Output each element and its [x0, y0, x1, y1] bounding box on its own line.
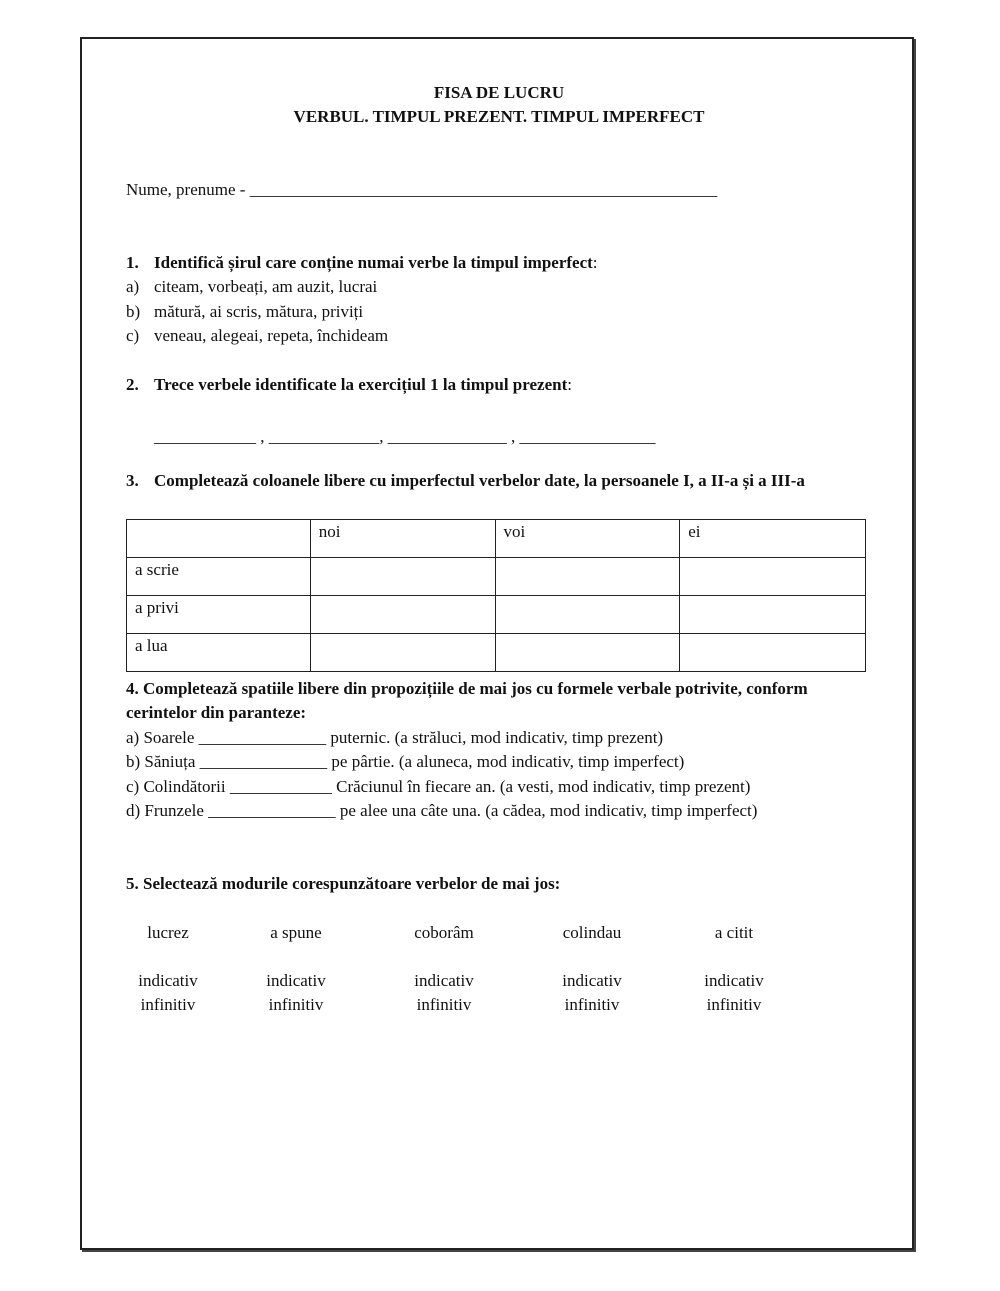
answer-cell[interactable]	[310, 596, 495, 634]
answer-cell[interactable]	[495, 596, 680, 634]
answer-cell[interactable]	[680, 634, 866, 672]
ex4-sentence-c[interactable]: c) Colindătorii ____________ Crăciunul în fiecare an. (a vesti, mod indicativ, timp prezent)	[126, 777, 751, 796]
ex4-sentence-a[interactable]: a) Soarele _______________ puternic. (a străluci, mod indicativ, timp prezent)	[126, 728, 664, 747]
mode-option-infinitiv[interactable]: infinitiv	[706, 995, 762, 1014]
table-header-cell: ei	[680, 520, 866, 558]
table-row	[127, 558, 866, 596]
mode-option-indicativ[interactable]: indicativ	[562, 971, 622, 990]
answer-cell[interactable]	[495, 558, 680, 596]
ex1-prompt: 1. Identifică șirul care conține numai verbe la timpul imperfect:	[126, 253, 598, 272]
ex2-prompt: 2. Trece verbele identificate la exercițiul 1 la timpul prezent:	[126, 375, 572, 394]
ex4-prompt-line1: 4. Completează spatiile libere din propozițiile de mai jos cu formele verbale potrivite, conform	[126, 679, 808, 698]
verb-label: lucrez	[147, 923, 189, 942]
mode-option-infinitiv[interactable]: infinitiv	[564, 995, 620, 1014]
ex1-option-a[interactable]: a) citeam, vorbeați, am auzit, lucrai	[126, 277, 378, 296]
verb-label: colindau	[562, 923, 622, 942]
ex5-prompt: 5. Selectează modurile corespunzătoare verbelor de mai jos:	[126, 874, 561, 893]
table-row	[127, 634, 866, 672]
verb-column	[384, 921, 504, 1017]
mode-option-infinitiv[interactable]: infinitiv	[140, 995, 196, 1014]
ex2-prompt-text: Trece verbele identificate la exercițiul 1 la timpul prezent	[154, 375, 568, 394]
name-label: Nume, prenume -	[126, 180, 250, 199]
ex1-option-c[interactable]: c) veneau, alegeai, repeta, închideam	[126, 326, 389, 345]
mode-option-indicativ[interactable]: indicativ	[138, 971, 198, 990]
ex1-option-b[interactable]: b) mătură, ai scris, mătura, priviți	[126, 302, 364, 321]
ex4-sentence-b[interactable]: b) Săniuța _______________ pe pârtie. (a aluneca, mod indicativ, timp imperfect)	[126, 752, 685, 771]
verb-label: a citit	[714, 923, 754, 942]
worksheet-page	[80, 37, 914, 1250]
verb-column	[674, 921, 794, 1017]
ex2-number: 2.	[126, 375, 139, 394]
table-row-label: a privi	[127, 596, 311, 634]
name-field[interactable]	[126, 180, 717, 200]
worksheet-title: FISA DE LUCRU	[433, 83, 565, 102]
answer-cell[interactable]	[680, 596, 866, 634]
table-header-cell: voi	[495, 520, 680, 558]
table-header-row	[127, 520, 866, 558]
ex3-number: 3.	[126, 471, 139, 490]
table-row-label: a lua	[127, 634, 311, 672]
ex1-prompt-text: Identifică șirul care conține numai verbe la timpul imperfect	[154, 253, 593, 272]
conjugation-table	[126, 519, 866, 672]
verb-label: a spune	[270, 923, 322, 942]
answer-cell[interactable]	[310, 634, 495, 672]
mode-option-indicativ[interactable]: indicativ	[414, 971, 474, 990]
verb-column	[532, 921, 652, 1017]
table-row-label: a scrie	[127, 558, 311, 596]
ex4-sentence-d[interactable]: d) Frunzele _______________ pe alee una câte una. (a cădea, mod indicativ, timp imperfect)	[126, 801, 758, 820]
answer-cell[interactable]	[310, 558, 495, 596]
ex3-prompt-text: Completează coloanele libere cu imperfectul verbelor date, la persoanele I, a II-a și a III-a	[154, 471, 805, 490]
mode-option-indicativ[interactable]: indicativ	[266, 971, 326, 990]
ex3-prompt	[126, 471, 805, 491]
mode-option-infinitiv[interactable]: infinitiv	[268, 995, 324, 1014]
verb-column	[108, 921, 228, 1017]
mode-option-infinitiv[interactable]: infinitiv	[416, 995, 472, 1014]
verb-label: coborâm	[414, 923, 474, 942]
ex4-prompt-line2: cerintelor din paranteze:	[126, 703, 307, 722]
table-header-cell	[127, 520, 311, 558]
mode-option-indicativ[interactable]: indicativ	[704, 971, 764, 990]
answer-cell[interactable]	[680, 558, 866, 596]
verb-column	[236, 921, 356, 1017]
name-blank[interactable]: _______________________________________________________	[249, 180, 718, 199]
table-header-cell: noi	[310, 520, 495, 558]
worksheet-subtitle: VERBUL. TIMPUL PREZENT. TIMPUL IMPERFECT	[293, 107, 705, 126]
answer-cell[interactable]	[495, 634, 680, 672]
ex2-answer-blanks[interactable]: ____________ , _____________, ______________ , ________________	[154, 427, 656, 446]
table-row	[127, 596, 866, 634]
ex1-number: 1.	[126, 253, 139, 272]
